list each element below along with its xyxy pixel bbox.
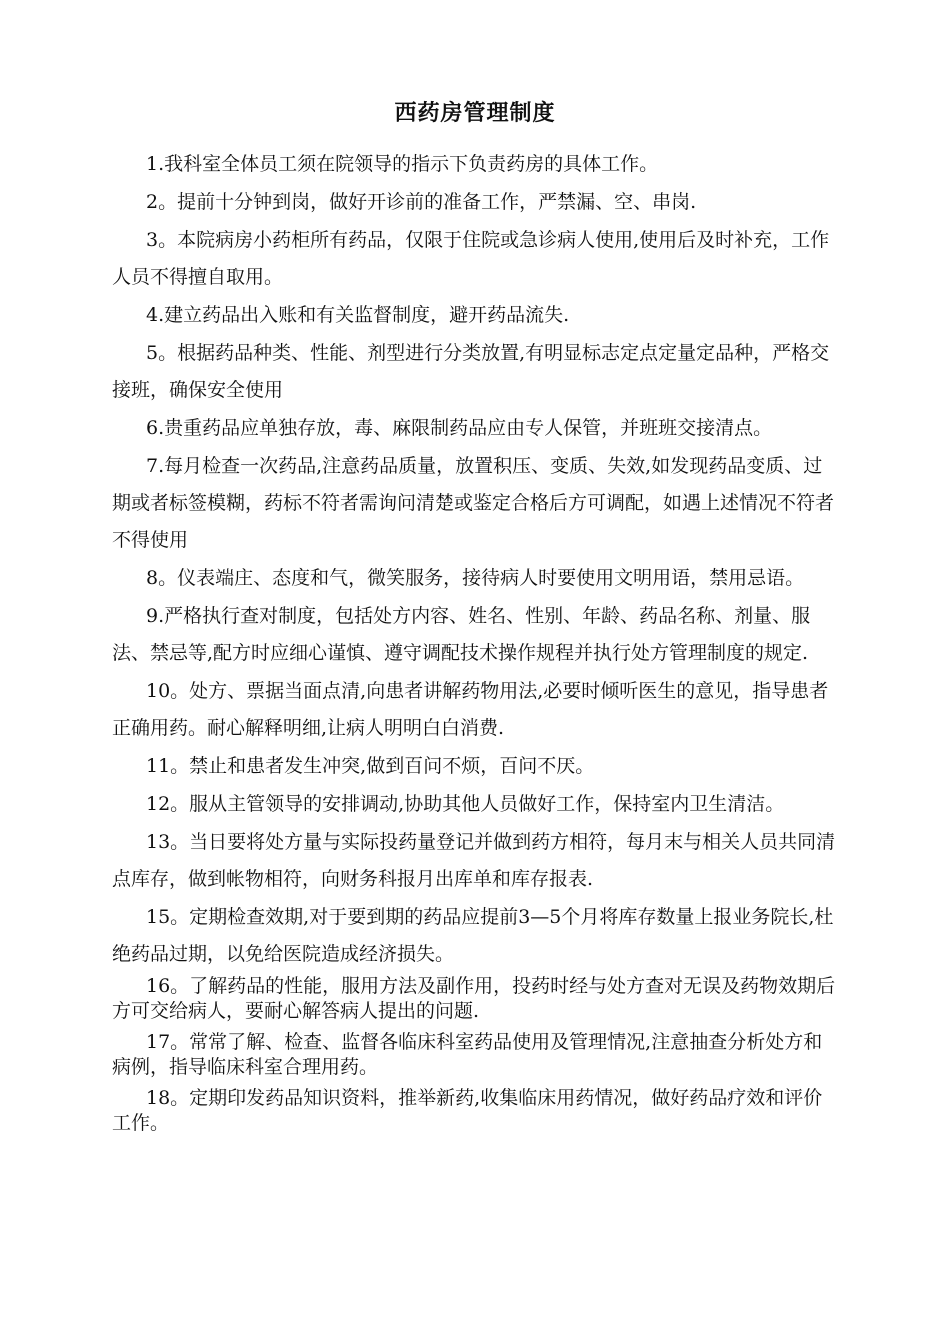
rule-paragraph-2: 2。提前十分钟到岗，做好开诊前的准备工作，严禁漏、空、串岗. <box>146 191 697 213</box>
rule-paragraph-10: 10。处方、票据当面点清,向患者讲解药物用法,必要时倾听医生的意见，指导患者正确用药。耐心解释明细,让病人明明白白消费. <box>112 680 829 739</box>
rule-paragraph-18: 18。定期印发药品知识资料，推举新药,收集临床用药情况，做好药品疗效和评价工作。 <box>112 1087 823 1134</box>
rule-paragraph-17: 17。常常了解、检查、监督各临床科室药品使用及管理情况,注意抽查分析处方和病例，指导临床科室合理用药。 <box>112 1031 823 1078</box>
rule-paragraph-12: 12。服从主管领导的安排调动,协助其他人员做好工作，保持室内卫生清洁。 <box>146 793 785 815</box>
rule-paragraph-5: 5。根据药品种类、性能、剂型进行分类放置,有明显标志定点定量定品种，严格交接班，确保安全使用 <box>112 342 830 401</box>
rule-paragraph-6: 6.贵重药品应单独存放，毒、麻限制药品应由专人保管，并班班交接清点。 <box>146 417 773 439</box>
document-title: 西药房管理制度 <box>394 100 556 126</box>
rule-paragraph-3: 3。本院病房小药柜所有药品，仅限于住院或急诊病人使用,使用后及时补充，工作人员不得擅自取用。 <box>112 229 830 288</box>
rule-paragraph-9: 9.严格执行查对制度，包括处方内容、姓名、性别、年龄、药品名称、剂量、服法、禁忌等,配方时应细心谨慎、遵守调配技术操作规程并执行处方管理制度的规定. <box>112 605 811 664</box>
rule-paragraph-15: 15。定期检查效期,对于要到期的药品应提前3—5个月将库存数量上报业务院长,杜绝药品过期，以免给医院造成经济损失。 <box>112 906 834 965</box>
rule-paragraph-16: 16。了解药品的性能，服用方法及副作用，投药时经与处方查对无误及药物效期后方可交给病人，要耐心解答病人提出的问题. <box>112 975 836 1022</box>
rule-paragraph-7: 7.每月检查一次药品,注意药品质量，放置积压、变质、失效,如发现药品变质、过期或者标签模糊，药标不符者需询问清楚或鉴定合格后方可调配，如遇上述情况不符者不得使用 <box>112 455 835 551</box>
rule-paragraph-13: 13。当日要将处方量与实际投药量登记并做到药方相符，每月末与相关人员共同清点库存，做到帐物相符，向财务科报月出库单和库存报表. <box>112 831 836 890</box>
document-body <box>112 146 838 1142</box>
rule-paragraph-8: 8。仪表端庄、态度和气，微笑服务，接待病人时要使用文明用语，禁用忌语。 <box>146 567 805 589</box>
rule-paragraph-1: 1.我科室全体员工须在院领导的指示下负责药房的具体工作。 <box>146 153 659 175</box>
rule-paragraph-4: 4.建立药品出入账和有关监督制度，避开药品流失. <box>146 304 570 326</box>
rule-paragraph-11: 11。禁止和患者发生冲突,做到百问不烦，百问不厌。 <box>146 755 595 777</box>
